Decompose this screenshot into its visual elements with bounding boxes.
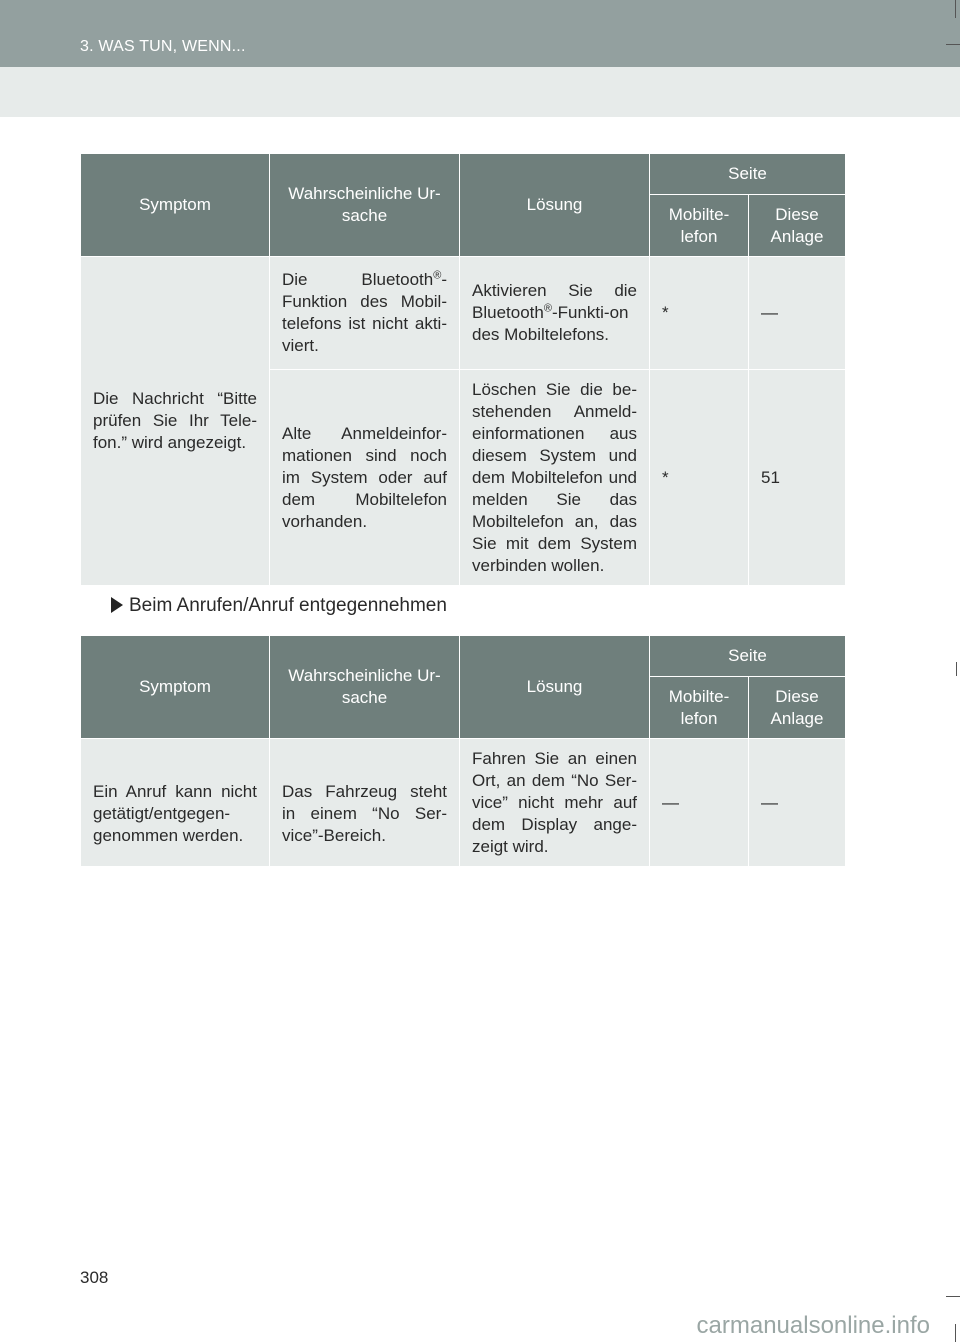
solution-cell: Aktivieren Sie die Bluetooth®-Funkti-on des Mobiltelefons.	[460, 257, 650, 370]
cause-cell: Das Fahrzeug steht in einem “No Ser-vice”-Bereich.	[270, 739, 460, 867]
header-mobile: Mobilte-lefon	[650, 677, 749, 739]
crop-mark	[946, 1296, 960, 1297]
section-heading: Beim Anrufen/Anruf entgegennehmen	[111, 595, 447, 617]
solution-cell: Löschen Sie die be-stehenden Anmeld-einformationen aus diesem System und dem Mobiltelefon und melden Sie das Mobiltelefon an, das Sie mit dem System verbinden wollen.	[460, 370, 650, 586]
symptom-cell: Ein Anruf kann nicht getätigt/entgegen-genommen werden.	[81, 739, 270, 867]
watermark: carmanualsonline.info	[696, 1312, 930, 1339]
cause-cell: Die Bluetooth®-Funktion des Mobil-telefons ist nicht akti-viert.	[270, 257, 460, 370]
header-title: 3. WAS TUN, WENN...	[80, 38, 246, 55]
header-cause: Wahrscheinliche Ur-sache	[270, 636, 460, 739]
header-solution: Lösung	[460, 154, 650, 257]
crop-mark	[956, 662, 957, 676]
page-mobile-cell: —	[650, 739, 749, 867]
header-sub-band	[0, 67, 960, 117]
header-cause: Wahrscheinliche Ur-sache	[270, 154, 460, 257]
crop-mark	[955, 0, 956, 18]
solution-cell: Fahren Sie an einen Ort, an dem “No Ser-vice” nicht mehr auf dem Display ange-zeigt wird.	[460, 739, 650, 867]
header-bar	[0, 0, 960, 67]
registered-mark: ®	[543, 302, 552, 315]
crop-mark	[955, 1324, 956, 1342]
header-symptom: Symptom	[81, 636, 270, 739]
troubleshoot-table-1	[80, 153, 846, 586]
crop-mark	[946, 44, 960, 45]
symptom-cell: Die Nachricht “Bitte prüfen Sie Ihr Tele-fon.” wird angezeigt.	[81, 257, 270, 586]
triangle-bullet-icon	[111, 597, 123, 613]
header-page: Seite	[650, 636, 846, 677]
header-mobile: Mobilte-lefon	[650, 195, 749, 257]
troubleshoot-table-2	[80, 635, 846, 867]
header-device: Diese Anlage	[749, 677, 846, 739]
header-symptom: Symptom	[81, 154, 270, 257]
page-mobile-cell: *	[650, 370, 749, 586]
page-number: 308	[80, 1268, 109, 1287]
page-device-cell: —	[749, 739, 846, 867]
header-device: Diese Anlage	[749, 195, 846, 257]
cause-cell: Alte Anmeldeinfor-mationen sind noch im System oder auf dem Mobiltelefon vorhanden.	[270, 370, 460, 586]
registered-mark: ®	[433, 269, 442, 282]
page-device-cell: 51	[749, 370, 846, 586]
page-device-cell: —	[749, 257, 846, 370]
header-solution: Lösung	[460, 636, 650, 739]
page-mobile-cell: *	[650, 257, 749, 370]
header-page: Seite	[650, 154, 846, 195]
